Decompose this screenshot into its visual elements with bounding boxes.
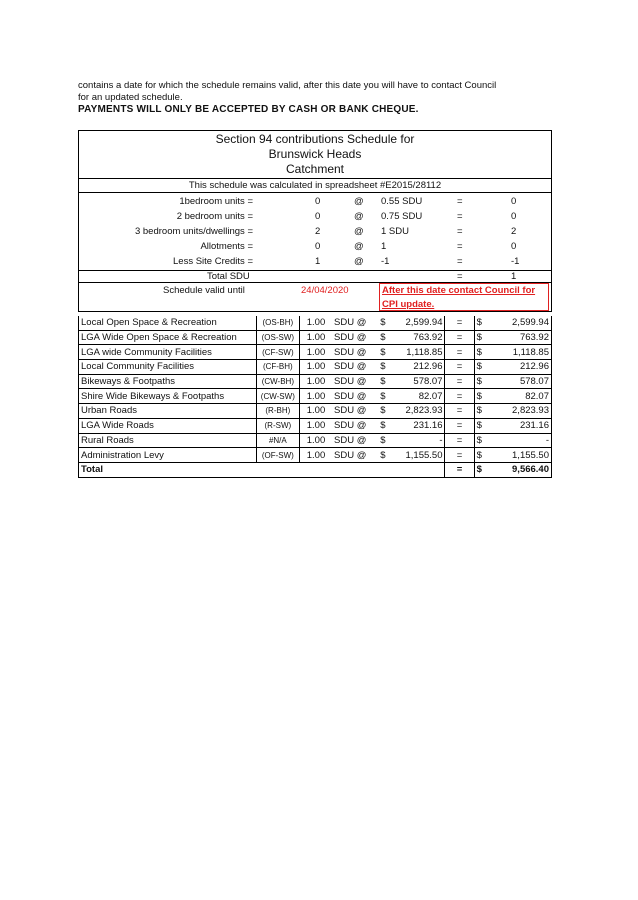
item-sym2: $ <box>474 448 487 463</box>
item-code: (OS-SW) <box>256 330 299 345</box>
item-sym: $ <box>380 376 386 388</box>
item-sym2: $ <box>474 330 487 345</box>
item-eq: = <box>445 330 474 345</box>
calc-eq: = <box>457 211 463 222</box>
calc-row <box>79 224 551 239</box>
title-line-1: Section 94 contributions Schedule for <box>215 132 415 146</box>
item-unit: SDU @ <box>334 361 367 373</box>
calc-rate: -1 <box>381 256 390 267</box>
item-amount: 212.96 <box>413 361 443 373</box>
item-code: (OF-SW) <box>256 448 299 463</box>
item-unit: SDU @ <box>334 420 367 432</box>
item-unit: SDU @ <box>334 390 367 402</box>
item-eq: = <box>445 404 474 419</box>
calc-value: 0 <box>315 211 321 222</box>
table-row <box>79 374 552 389</box>
calc-label: Allotments = <box>200 241 253 252</box>
item-code: (CF-BH) <box>256 360 299 375</box>
total-sdu-value: 1 <box>511 271 517 282</box>
item-total: 578.07 <box>487 374 552 389</box>
calc-eq: = <box>457 241 463 252</box>
item-name: LGA Wide Open Space & Recreation <box>79 330 257 345</box>
item-sym2: $ <box>474 316 487 330</box>
item-name: Shire Wide Bikeways & Footpaths <box>79 389 257 404</box>
item-amount: 2,599.94 <box>405 317 443 329</box>
cpi-warning: After this date contact Council for CPI update. <box>379 283 549 311</box>
title-line-2: Brunswick Heads <box>268 147 362 161</box>
item-sym2: $ <box>474 404 487 419</box>
item-total: 212.96 <box>487 360 552 375</box>
payment-notice: PAYMENTS WILL ONLY BE ACCEPTED BY CASH OR BANK CHEQUE. <box>78 104 419 115</box>
item-sym2: $ <box>474 389 487 404</box>
item-eq: = <box>445 389 474 404</box>
grand-total-label: Total <box>79 462 445 477</box>
calc-label: 1bedroom units = <box>179 196 253 207</box>
total-sdu-row <box>78 270 552 283</box>
calc-rate: 1 <box>381 241 387 252</box>
calc-at: @ <box>354 226 364 237</box>
item-code: (CF-SW) <box>256 345 299 360</box>
item-amount: 1,155.50 <box>405 449 443 461</box>
item-qty: 1.00 <box>306 405 326 417</box>
calc-row <box>79 209 551 224</box>
valid-until-label: Schedule valid until <box>163 285 245 296</box>
item-sym: $ <box>380 420 386 432</box>
calc-result: 0 <box>511 211 517 222</box>
item-name: Bikeways & Footpaths <box>79 374 257 389</box>
title-line-3: Catchment <box>285 162 345 176</box>
calc-at: @ <box>354 196 364 207</box>
sdu-calculation <box>78 193 552 270</box>
calc-result: -1 <box>511 256 520 267</box>
table-row <box>79 433 552 448</box>
item-qty: 1.00 <box>306 361 326 373</box>
item-sym2: $ <box>474 360 487 375</box>
contributions-table <box>78 316 552 478</box>
item-code: (CW-SW) <box>256 389 299 404</box>
item-sym: $ <box>380 449 386 461</box>
item-total: 1,155.50 <box>487 448 552 463</box>
total-sdu-label: Total SDU <box>207 271 250 282</box>
item-qty: 1.00 <box>306 390 326 402</box>
calc-value: 0 <box>315 196 321 207</box>
item-eq: = <box>445 316 474 330</box>
intro-line-1: contains a date for which the schedule remains valid, after this date you will have to contact Council <box>78 80 497 91</box>
calc-value: 0 <box>315 241 321 252</box>
intro-text <box>78 80 558 116</box>
item-name: LGA Wide Roads <box>79 418 257 433</box>
item-total: 82.07 <box>487 389 552 404</box>
calc-at: @ <box>354 241 364 252</box>
item-qty: 1.00 <box>306 449 326 461</box>
item-unit: SDU @ <box>334 332 367 344</box>
calc-rate: 0.55 SDU <box>381 196 423 207</box>
validity-row <box>78 283 552 312</box>
item-sym2: $ <box>474 345 487 360</box>
table-row <box>79 330 552 345</box>
item-amount: 1,118.85 <box>406 346 443 358</box>
item-sym: $ <box>380 434 386 446</box>
item-name: Local Community Facilities <box>79 360 257 375</box>
intro-line-2: for an updated schedule. <box>78 92 183 103</box>
item-code: (R-SW) <box>256 418 299 433</box>
table-row <box>79 345 552 360</box>
item-name: LGA wide Community Facilities <box>79 345 257 360</box>
item-sym: $ <box>380 346 386 358</box>
item-name: Rural Roads <box>79 433 257 448</box>
item-qty: 1.00 <box>306 376 326 388</box>
contributions-schedule <box>78 130 552 478</box>
item-amount: 2,823.93 <box>405 405 443 417</box>
item-eq: = <box>445 345 474 360</box>
item-unit: SDU @ <box>334 376 367 388</box>
grand-total-eq: = <box>445 462 474 477</box>
item-unit: SDU @ <box>334 317 367 329</box>
table-row <box>79 316 552 330</box>
item-total: 763.92 <box>487 330 552 345</box>
item-name: Administration Levy <box>79 448 257 463</box>
item-amount: 763.92 <box>413 332 443 344</box>
grand-total-value: 9,566.40 <box>487 462 552 477</box>
item-qty: 1.00 <box>306 434 326 446</box>
total-sdu-eq: = <box>457 271 463 282</box>
calc-label: 3 bedroom units/dwellings = <box>134 226 253 237</box>
item-name: Urban Roads <box>79 404 257 419</box>
calc-rate: 1 SDU <box>381 226 409 237</box>
table-row <box>79 360 552 375</box>
calc-row <box>79 254 551 269</box>
item-qty: 1.00 <box>306 332 326 344</box>
grand-total-currency: $ <box>474 462 487 477</box>
item-eq: = <box>445 374 474 389</box>
table-row <box>79 389 552 404</box>
item-sym: $ <box>380 405 386 417</box>
calc-row <box>79 194 551 209</box>
valid-until-date: 24/04/2020 <box>301 285 349 296</box>
calc-label: Less Site Credits = <box>173 256 253 267</box>
calc-at: @ <box>354 211 364 222</box>
calc-eq: = <box>457 226 463 237</box>
item-total: 231.16 <box>487 418 552 433</box>
calc-value: 1 <box>315 256 321 267</box>
item-sym2: $ <box>474 374 487 389</box>
item-unit: SDU @ <box>334 434 367 446</box>
table-row <box>79 418 552 433</box>
item-code: (CW-BH) <box>256 374 299 389</box>
item-sym2: $ <box>474 433 487 448</box>
item-sym: $ <box>380 317 386 329</box>
table-row <box>79 404 552 419</box>
item-qty: 1.00 <box>306 317 326 329</box>
item-sym: $ <box>380 332 386 344</box>
item-sym2: $ <box>474 418 487 433</box>
item-amount: 82.07 <box>418 390 443 402</box>
item-code: (R-BH) <box>256 404 299 419</box>
table-row <box>79 448 552 463</box>
item-total: 1,118.85 <box>487 345 552 360</box>
calc-value: 2 <box>315 226 321 237</box>
item-sym: $ <box>380 361 386 373</box>
item-unit: SDU @ <box>334 449 367 461</box>
item-eq: = <box>445 418 474 433</box>
item-amount: - <box>439 434 443 446</box>
item-total: 2,823.93 <box>487 404 552 419</box>
item-amount: 231.16 <box>413 420 443 432</box>
item-amount: 578.07 <box>413 376 443 388</box>
item-code: (OS-BH) <box>256 316 299 330</box>
item-eq: = <box>445 360 474 375</box>
item-qty: 1.00 <box>306 420 326 432</box>
calc-eq: = <box>457 256 463 267</box>
item-total: - <box>487 433 552 448</box>
grand-total-row <box>79 462 552 477</box>
item-name: Local Open Space & Recreation <box>79 316 257 330</box>
item-code: #N/A <box>256 433 299 448</box>
calc-label: 2 bedroom units = <box>176 211 253 222</box>
calc-result: 2 <box>511 226 517 237</box>
item-unit: SDU @ <box>334 346 367 358</box>
calc-result: 0 <box>511 196 517 207</box>
item-qty: 1.00 <box>306 346 326 358</box>
calc-result: 0 <box>511 241 517 252</box>
item-total: 2,599.94 <box>487 316 552 330</box>
item-eq: = <box>445 448 474 463</box>
item-sym: $ <box>380 390 386 402</box>
calc-eq: = <box>457 196 463 207</box>
schedule-title <box>78 130 552 178</box>
calc-row <box>79 239 551 254</box>
calc-rate: 0.75 SDU <box>381 211 423 222</box>
item-unit: SDU @ <box>334 405 367 417</box>
calc-at: @ <box>354 256 364 267</box>
spreadsheet-note: This schedule was calculated in spreadsheet #E2015/28112 <box>78 178 552 193</box>
item-eq: = <box>445 433 474 448</box>
